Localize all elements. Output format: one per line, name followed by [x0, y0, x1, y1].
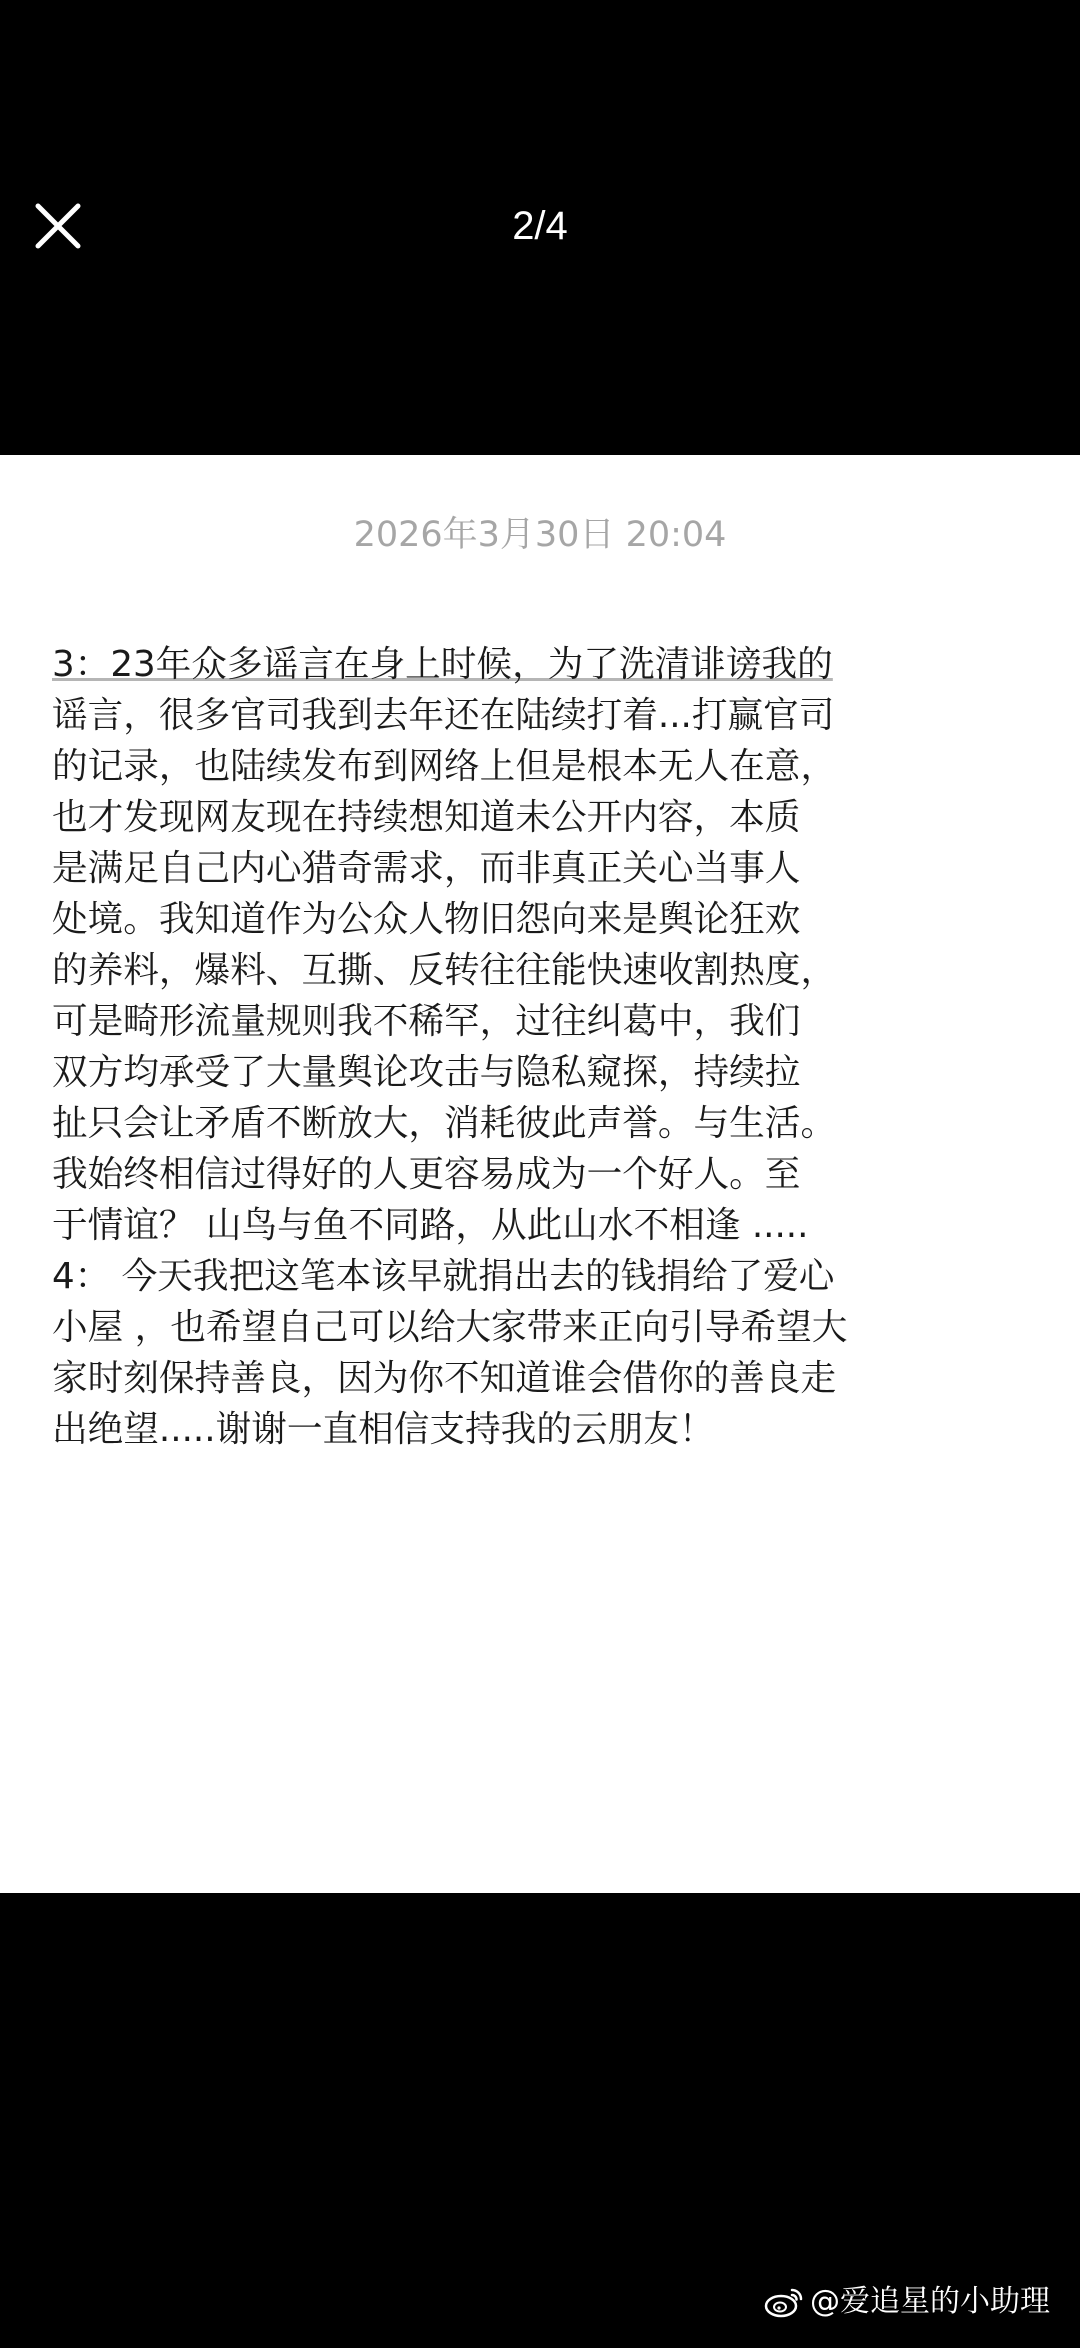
body-line: 的养料，爆料、互撕、反转往往能快速收割热度，	[52, 950, 837, 991]
body-line: 谣言，很多官司我到去年还在陆续打着...打赢官司	[52, 695, 835, 736]
body-line: 出绝望.....谢谢一直相信支持我的云朋友！	[52, 1409, 715, 1450]
body-line: 也才发现网友现在持续想知道未公开内容，本质	[52, 797, 801, 838]
body-line: 扯只会让矛盾不断放大，消耗彼此声誉。与生活。	[52, 1103, 837, 1144]
post-body	[52, 639, 1052, 1455]
body-line: 我始终相信过得好的人更容易成为一个好人。至	[52, 1154, 801, 1195]
body-line: 处境。我知道作为公众人物旧怨向来是舆论狂欢	[52, 899, 801, 940]
body-line: 小屋 ，也希望自己可以给大家带来正向引导希望大	[52, 1307, 848, 1348]
body-line: 于情谊？ 山鸟与鱼不同路，从此山水不相逢 .....	[52, 1205, 809, 1246]
body-line: 可是畸形流量规则我不稀罕，过往纠葛中，我们	[52, 1001, 801, 1042]
weibo-icon	[764, 2285, 804, 2319]
body-line: 3：23年众多谣言在身上时候，为了洗清诽谤我的	[52, 644, 833, 685]
watermark-text: @爱追星的小助理	[810, 2284, 1050, 2319]
body-line: 是满足自己内心猎奇需求，而非真正关心当事人	[52, 848, 801, 889]
post-timestamp: 2026年3月30日 20:04	[353, 515, 727, 555]
body-line: 4： 今天我把这笔本该早就捐出去的钱捐给了爱心	[52, 1256, 835, 1297]
close-icon	[28, 196, 88, 256]
viewer-top-bar	[0, 0, 1080, 455]
weibo-watermark	[764, 2282, 1050, 2322]
body-line: 的记录，也陆续发布到网络上但是根本无人在意，	[52, 746, 837, 787]
page-indicator: 2/4	[512, 204, 568, 248]
viewer-bottom-bar	[0, 1893, 1080, 2348]
body-line: 家时刻保持善良，因为你不知道谁会借你的善良走	[52, 1358, 837, 1399]
screenshot-image	[0, 455, 1080, 1893]
body-line: 双方均承受了大量舆论攻击与隐私窥探，持续拉	[52, 1052, 801, 1093]
close-button[interactable]	[28, 196, 88, 256]
